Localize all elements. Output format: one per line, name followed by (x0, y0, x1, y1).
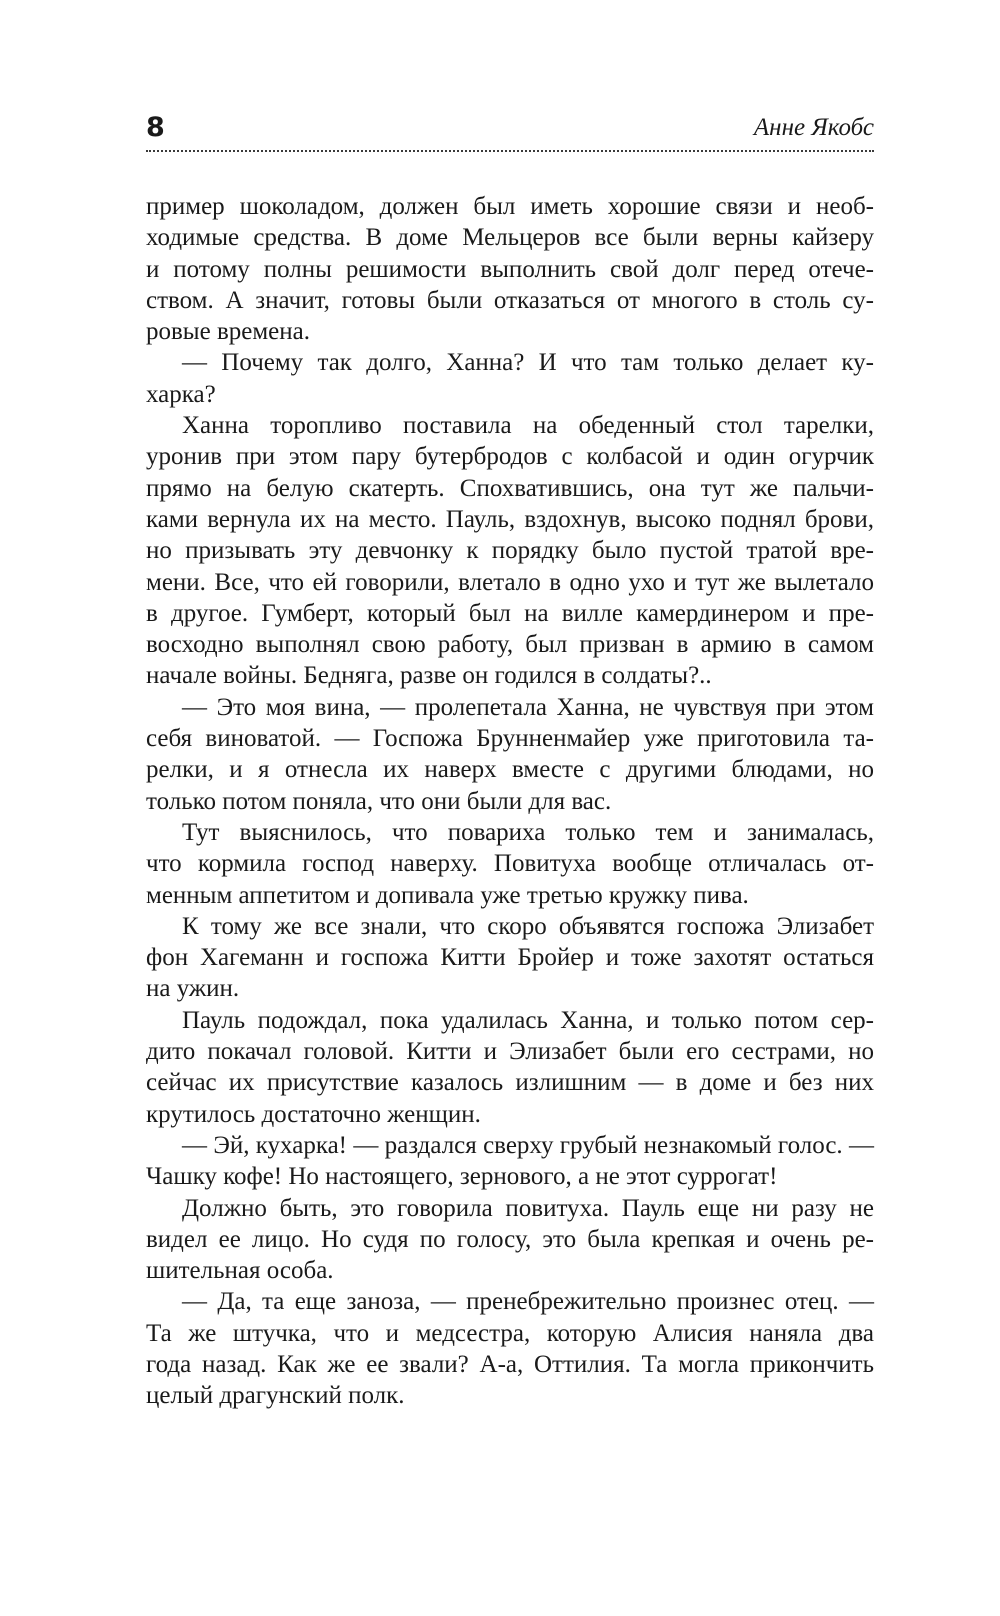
text-line: релки, и я отнесла их наверх вместе с другими блюдами, но (146, 756, 874, 784)
text-line: — Почему так долго, Ханна? И что там только делает ку- (182, 349, 874, 377)
text-line: в другое. Гумберт, который был на вилле камердинером и пре- (146, 599, 874, 627)
text-line: на ужин. (146, 975, 240, 1003)
text-line: — Это моя вина, — пролепетала Ханна, не чувствуя при этом (182, 693, 874, 721)
text-line: ходимые средства. В доме Мельцеров все были верны кайзеру (146, 224, 874, 252)
text-line: ками вернула их на место. Пауль, вздохнув, высоко поднял брови, (146, 505, 874, 533)
page-number: 8 (146, 112, 165, 143)
text-line: видел ее лицо. Но судя по голосу, это была крепкая и очень ре- (146, 1225, 874, 1253)
text-line: Та же штучка, что и медсестра, которую Алисия наняла два (146, 1319, 874, 1347)
text-line: Должно быть, это говорила повитуха. Пауль еще ни разу не (182, 1194, 874, 1222)
text-line: сейчас их присутствие казалось излишним — в доме и без них (146, 1069, 874, 1097)
text-line: мени. Все, что ей говорили, влетало в одно ухо и тут же вылетало (146, 568, 874, 596)
text-line: Чашку кофе! Но настоящего, зернового, а не этот суррогат! (146, 1163, 778, 1191)
text-line: шительная особа. (146, 1257, 334, 1285)
text-line: крутилось достаточно женщин. (146, 1100, 481, 1128)
text-line: восходно выполнял свою работу, был призван в армию в самом (146, 631, 874, 659)
text-line: К тому же все знали, что скоро объявятся госпожа Элизабет (182, 912, 874, 940)
text-line: менным аппетитом и допивала уже третью кружку пива. (146, 881, 749, 909)
text-line: — Эй, кухарка! — раздался сверху грубый незнакомый голос. — (182, 1131, 874, 1159)
text-line: и потому полны решимости выполнить свой долг перед отече- (146, 255, 874, 283)
text-line: пример шоколадом, должен был иметь хорошие связи и необ- (146, 193, 874, 220)
running-head-author: Анне Якобс (753, 114, 874, 141)
text-line: но призывать эту девчонку к порядку было пустой тратой вре- (146, 537, 874, 565)
page-header (146, 108, 874, 150)
text-line: ством. А значит, готовы были отказаться от многого в столь су- (146, 286, 874, 314)
text-line: года назад. Как же ее звали? А-а, Оттилия. Та могла прикончить (146, 1350, 874, 1378)
body-text (146, 191, 874, 1412)
text-line: себя виноватой. — Госпожа Брунненмайер уже приготовила та- (146, 725, 874, 753)
text-line: уронив при этом пару бутербродов с колбасой и один огурчик (146, 443, 874, 471)
text-line: ровые времена. (146, 318, 310, 346)
text-line: — Да, та еще заноза, — пренебрежительно произнес отец. — (182, 1288, 874, 1316)
text-line: Тут выяснилось, что повариха только тем и занималась, (182, 818, 874, 846)
text-line: харка? (146, 380, 216, 408)
text-line: только потом поняла, что они были для вас. (146, 787, 612, 815)
text-line: дито покачал головой. Китти и Элизабет были его сестрами, но (146, 1038, 874, 1066)
text-line: целый драгунский полк. (146, 1382, 405, 1410)
text-line: Пауль подождал, пока удалилась Ханна, и только потом сер- (182, 1006, 874, 1034)
text-line: что кормила господ наверху. Повитуха вообще отличалась от- (146, 850, 874, 878)
text-line: фон Хагеманн и госпожа Китти Бройер и тоже захотят остаться (146, 944, 874, 972)
text-line: прямо на белую скатерть. Спохватившись, она тут же пальчи- (146, 474, 874, 502)
text-line: начале войны. Бедняга, разве он годился в солдаты?.. (146, 662, 712, 690)
text-line: Ханна торопливо поставила на обеденный стол тарелки, (182, 412, 874, 440)
header-dotted-rule (146, 150, 874, 152)
